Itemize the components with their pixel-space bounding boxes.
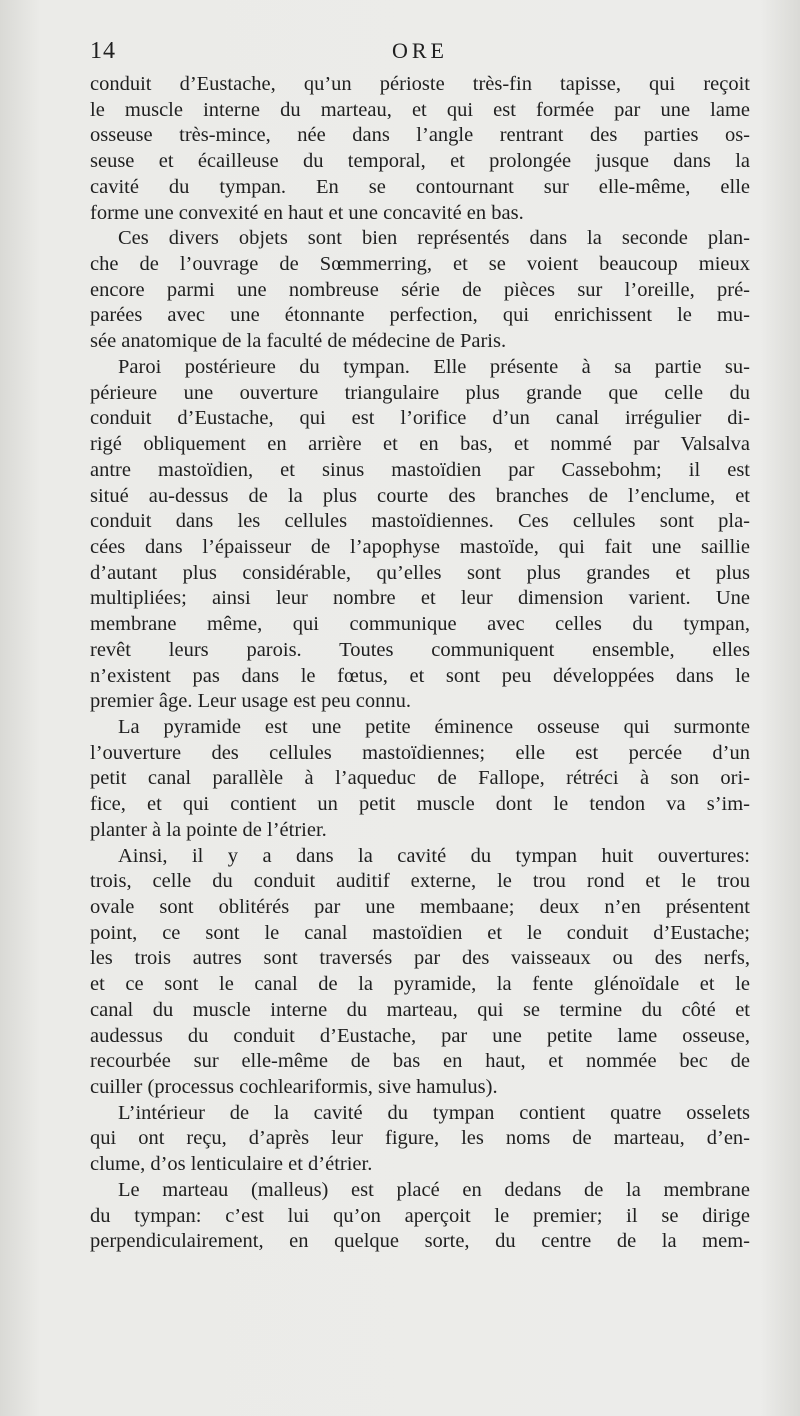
text-line: La pyramide est une petite éminence osseuse qui surmonte bbox=[118, 715, 750, 738]
text-line: et ce sont le canal de la pyramide, la fente glénoïdale et le bbox=[90, 973, 750, 996]
text-line: Ainsi, il y a dans la cavité du tympan huit ouvertures: bbox=[118, 844, 750, 867]
text-line: conduit dans les cellules mastoïdiennes. Ces cellules sont pla- bbox=[90, 510, 750, 533]
text-line: encore parmi une nombreuse série de pièces sur l’oreille, pré- bbox=[90, 278, 750, 301]
text-line: planter à la pointe de l’étrier. bbox=[90, 818, 327, 841]
text-line: seuse et écailleuse du temporal, et prolongée jusque dans la bbox=[90, 150, 750, 173]
page-number: 14 bbox=[90, 38, 116, 64]
text-line: le muscle interne du marteau, et qui est formée par une lame bbox=[90, 98, 750, 121]
text-line: audessus du conduit d’Eustache, par une petite lame osseuse, bbox=[90, 1024, 750, 1047]
text-line: ovale sont oblitérés par une membaane; deux n’en présentent bbox=[90, 896, 750, 918]
text-line: che de l’ouvrage de Sœmmerring, et se voient beaucoup mieux bbox=[90, 253, 750, 276]
text-line: conduit d’Eustache, qui est l’orifice d’un canal irrégulier di- bbox=[90, 407, 750, 430]
text-line: antre mastoïdien, et sinus mastoïdien par Cassebohm; il est bbox=[90, 458, 750, 481]
text-line: rigé obliquement en arrière et en bas, et nommé par Valsalva bbox=[90, 433, 750, 456]
body-text bbox=[90, 72, 750, 1255]
text-line: du tympan: c’est lui qu’on aperçoit le premier; il se dirige bbox=[90, 1204, 750, 1227]
text-line: cuiller (processus cochleariformis, sive hamulus). bbox=[90, 1076, 498, 1099]
text-line: point, ce sont le canal mastoïdien et le conduit d’Eustache; bbox=[90, 921, 750, 944]
text-line: l’ouverture des cellules mastoïdiennes; elle est percée d’un bbox=[90, 741, 750, 764]
text-line: Le marteau (malleus) est placé en dedans de la membrane bbox=[118, 1178, 750, 1201]
text-line: Paroi postérieure du tympan. Elle présente à sa partie su- bbox=[118, 355, 750, 378]
text-line: parées avec une étonnante perfection, qui enrichissent le mu- bbox=[90, 304, 750, 327]
text-line: n’existent pas dans le fœtus, et sont peu développées dans le bbox=[90, 664, 750, 687]
text-line: perpendiculairement, en quelque sorte, du centre de la mem- bbox=[90, 1230, 750, 1253]
text-line: forme une convexité en haut et une concavité en bas. bbox=[90, 201, 524, 224]
text-line: périeure une ouverture triangulaire plus grande que celle du bbox=[90, 381, 750, 404]
text-line: trois, celle du conduit auditif externe, le trou rond et le trou bbox=[90, 870, 750, 893]
text-line: Ces divers objets sont bien représentés dans la seconde plan- bbox=[118, 227, 750, 250]
text-line: canal du muscle interne du marteau, qui se termine du côté et bbox=[90, 998, 750, 1021]
text-line: conduit d’Eustache, qu’un périoste très-fin tapisse, qui reçoit bbox=[90, 73, 750, 95]
text-line: revêt leurs parois. Toutes communiquent ensemble, elles bbox=[90, 638, 750, 661]
page-header bbox=[90, 38, 750, 70]
running-head: ORE bbox=[392, 38, 448, 63]
text-line: clume, d’os lenticulaire et d’étrier. bbox=[90, 1153, 373, 1176]
text-line: multipliées; ainsi leur nombre et leur dimension varient. Une bbox=[90, 587, 750, 610]
text-line: L’intérieur de la cavité du tympan contient quatre osselets bbox=[118, 1101, 750, 1124]
text-line: cavité du tympan. En se contournant sur elle-même, elle bbox=[90, 175, 750, 198]
text-line: membrane même, qui communique avec celles du tympan, bbox=[90, 613, 750, 636]
text-line: cées dans l’épaisseur de l’apophyse mastoïde, qui fait une saillie bbox=[90, 535, 750, 558]
text-line: petit canal parallèle à l’aqueduc de Fallope, rétréci à son ori- bbox=[90, 767, 750, 790]
text-line: recourbée sur elle-même de bas en haut, et nommée bec de bbox=[90, 1050, 750, 1073]
text-line: qui ont reçu, d’après leur figure, les noms de marteau, d’en- bbox=[90, 1127, 750, 1150]
text-line: d’autant plus considérable, qu’elles sont plus grandes et plus bbox=[90, 561, 750, 584]
text-line: osseuse très-mince, née dans l’angle rentrant des parties os- bbox=[90, 124, 750, 147]
text-line: premier âge. Leur usage est peu connu. bbox=[90, 690, 412, 713]
text-line: situé au-dessus de la plus courte des branches de l’enclume, et bbox=[90, 484, 750, 507]
text-line: fice, et qui contient un petit muscle dont le tendon va s’im- bbox=[90, 793, 750, 816]
text-line: sée anatomique de la faculté de médecine de Paris. bbox=[90, 330, 507, 353]
text-line: les trois autres sont traversés par des vaisseaux ou des nerfs, bbox=[90, 947, 750, 970]
